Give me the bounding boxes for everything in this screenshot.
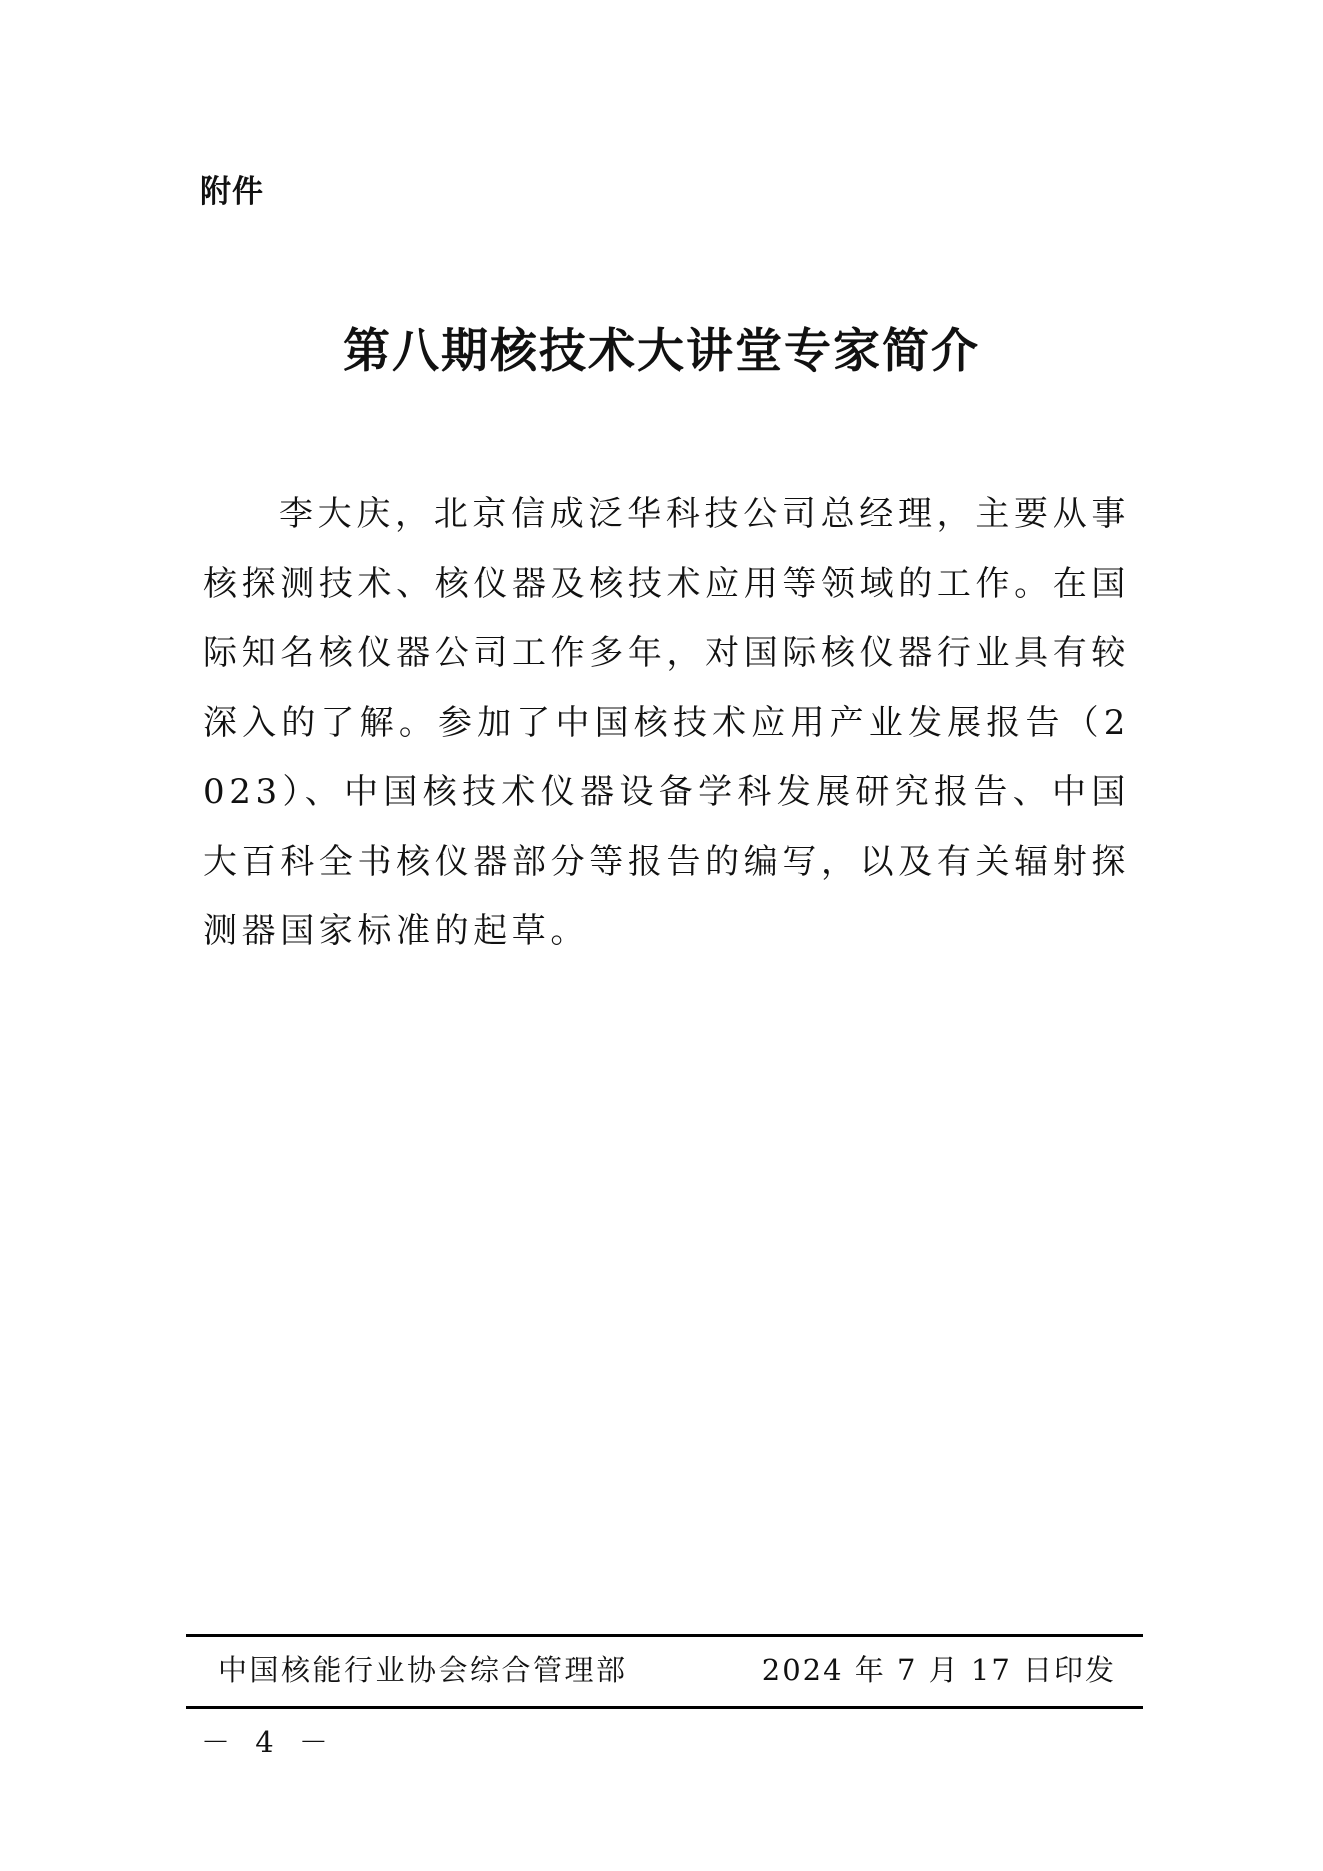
footer-rule-bottom: [186, 1706, 1143, 1709]
footer-issue-date: 2024 年 7 月 17 日印发: [761, 1653, 1116, 1687]
document-title: 第八期核技术大讲堂专家简介: [343, 324, 980, 379]
expert-bio-paragraph: 李大庆，北京信成泛华科技公司总经理，主要从事核探测技术、核仪器及核技术应用等领域的工作。在国际知名核仪器公司工作多年，对国际核仪器行业具有较深入的了解。参加了中国核技术应用产业发展报告（2023）、中国核技术仪器设备学科发展研究报告、中国大百科全书核仪器部分等报告的编写，以及有关辐射探测器国家标准的起草。: [203, 494, 1130, 951]
attachment-label: 附件: [200, 174, 264, 210]
footer-rule-top: [186, 1634, 1143, 1637]
page-number: － 4 －: [201, 1725, 336, 1759]
footer-issuer: 中国核能行业协会综合管理部: [218, 1653, 628, 1687]
